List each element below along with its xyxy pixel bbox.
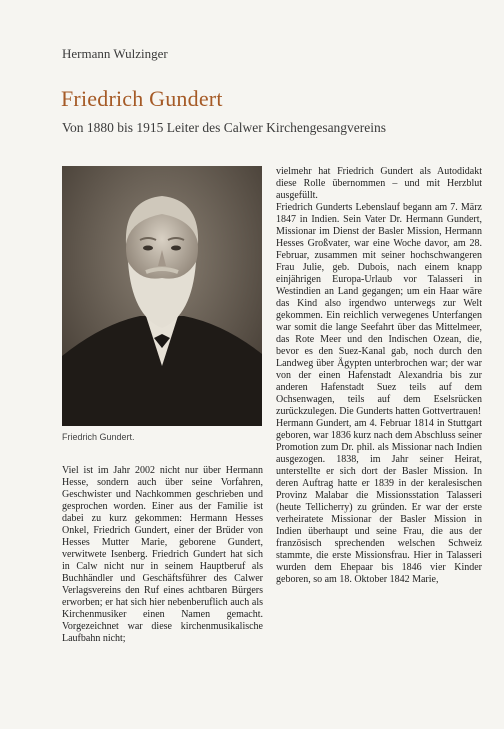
author-name: Hermann Wulzinger (62, 46, 168, 61)
left-column (62, 465, 263, 645)
article-subtitle: Von 1880 bis 1915 Leiter des Calwer Kirchengesangvereins (62, 120, 387, 135)
paragraph: Viel ist im Jahr 2002 nicht nur über Hermann Hesse, sondern auch über seine Vorfahren, Geschwister und Nachkommen geschrieben und gesprochen worden. Einer aus der Familie ist dabei zu kurz gekommen: Hermann Hesses Onkel, Friedrich Gundert, einer der Brüder von Hesses Mutter Marie, geborene Gundert, verwitwete Isenberg. Friedrich Gundert hat sich in Calw nicht nur in seinem Hauptberuf als Buchhändler und Geschäftsführer des Calwer Verlagsvereins den Ruf eines achtbaren Bürgers erworben; er hat sich hier nebenberuflich auch als Kirchenmusiker einen Namen gemacht. Vorgezeichnet war diese kirchenmusikalische Laufbahn nicht; (62, 465, 263, 644)
paragraph: Hermann Gundert, am 4. Februar 1814 in Stuttgart geboren, war 1836 kurz nach dem Abschluss seiner Promotion zum Dr. phil. als Missionar nach Indien ausgezogen. 1838, im Jahr seiner Heirat, unterstellte er sich dort der Basler Mission. In deren Auftrag hatte er 1839 in der keralesischen Provinz Malabar die Missionsstation Talasseri (heute Tellicherry) zu gründen. Er war der erste verheiratete Missionar der Basler Mission in Indien überhaupt und seine Frau, die aus der französisch sprechenden welschen Schweiz stammte, die erste Missionsfrau. Hier in Talasseri wurden dem Ehepaar bis 1846 vier Kinder geboren, so am 18. Oktober 1842 Marie, (276, 418, 482, 585)
article-title: Friedrich Gundert (61, 86, 223, 111)
portrait-photo (62, 166, 262, 426)
paragraph: Friedrich Gunderts Lebenslauf begann am 7. März 1847 in Indien. Sein Vater Dr. Hermann Gundert, Missionar im Dienst der Basler Mission, Hermann Hesses Großvater, war eine Woche davor, am 28. Februar, zusammen mit seiner hochschwangeren Frau Julie, geb. Dubois, nach einem knapp einjährigen Europa-Urlaub vor Talasseri in Westindien an Land gegangen; um ein Haar wäre das Kind also irgendwo unterwegs zur Welt gekommen. Ein reichlich verwegenes Unterfangen war somit die lange Seefahrt über das Mittelmeer, das Rote Meer und den Indischen Ozean, die, bevor es den Suez-Kanal gab, noch durch den Landweg über Ägypten unterbrochen war; der war von der einen Hafenstadt Alexandria bis zur anderen Hafenstadt Suez teils auf dem Ochsenwagen, teils auf dem Eselsrücken zurückzulegen. Die Gunderts hatten Gottvertrauen! (276, 202, 482, 417)
photo-caption: Friedrich Gundert. (62, 432, 135, 442)
paragraph: vielmehr hat Friedrich Gundert als Autodidakt diese Rolle übernommen – und mit Herzblut ausgefüllt. (276, 166, 482, 201)
right-column (276, 166, 482, 586)
